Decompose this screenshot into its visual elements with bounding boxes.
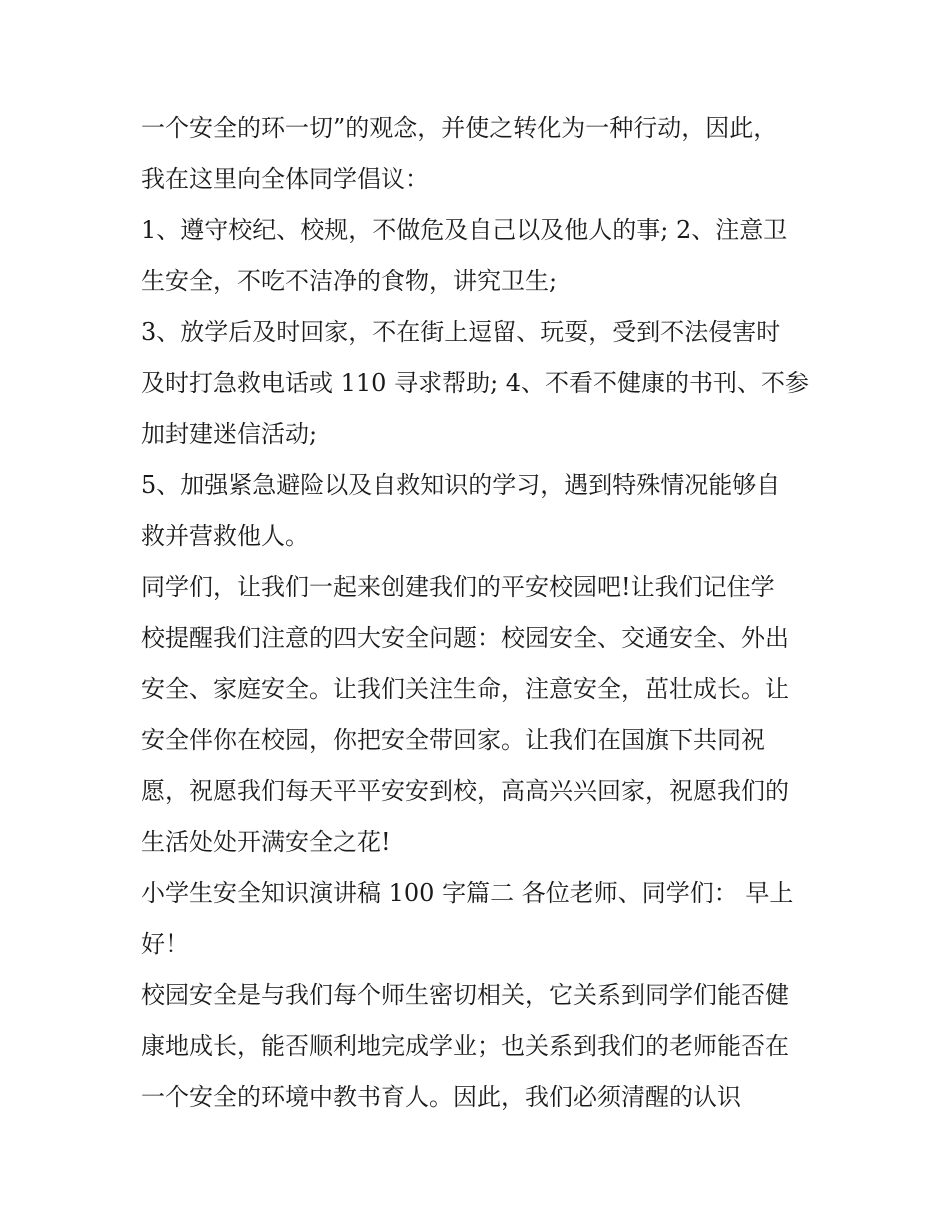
text-line: 好！: [141, 930, 189, 958]
text-line: 生安全，不吃不洁净的食物，讲究卫生;: [141, 267, 558, 295]
text-line: 一个安全的环一切”的观念，并使之转化为一种行动，因此，: [141, 114, 778, 142]
text-line: 安全、家庭安全。让我们关注生命，注意安全，茁壮成长。让: [141, 675, 789, 703]
text-line: 5、加强紧急避险以及自救知识的学习，遇到特殊情况能够自: [141, 471, 781, 499]
text-line: 及时打急救电话或 110 寻求帮助; 4、不看不健康的书刊、不参: [141, 369, 810, 397]
text-line: 3、放学后及时回家，不在街上逗留、玩耍，受到不法侵害时: [141, 318, 781, 346]
text-line: 小学生安全知识演讲稿 100 字篇二 各位老师、同学们： 早上: [141, 879, 794, 907]
text-line: 康地成长，能否顺利地完成学业；也关系到我们的老师能否在: [141, 1032, 789, 1060]
text-line: 安全伴你在校园，你把安全带回家。让我们在国旗下共同祝: [141, 726, 765, 754]
text-line: 加封建迷信活动;: [141, 420, 318, 448]
text-line: 校提醒我们注意的四大安全问题：校园安全、交通安全、外出: [141, 624, 789, 652]
text-line: 愿，祝愿我们每天平平安安到校，高高兴兴回家，祝愿我们的: [141, 777, 789, 805]
text-line: 救并营救他人。: [141, 522, 309, 550]
text-line: 我在这里向全体同学倡议：: [141, 165, 429, 193]
text-line: 同学们，让我们一起来创建我们的平安校园吧!让我们记住学: [141, 573, 775, 601]
body-text: [141, 103, 821, 1123]
text-line: 1、遵守校纪、校规，不做危及自己以及他人的事; 2、注意卫: [141, 216, 788, 244]
text-line: 一个安全的环境中教书育人。因此，我们必须清醒的认识: [141, 1083, 741, 1111]
text-line: 校园安全是与我们每个师生密切相关，它关系到同学们能否健: [141, 981, 789, 1009]
text-line: 生活处处开满安全之花!: [141, 828, 391, 856]
